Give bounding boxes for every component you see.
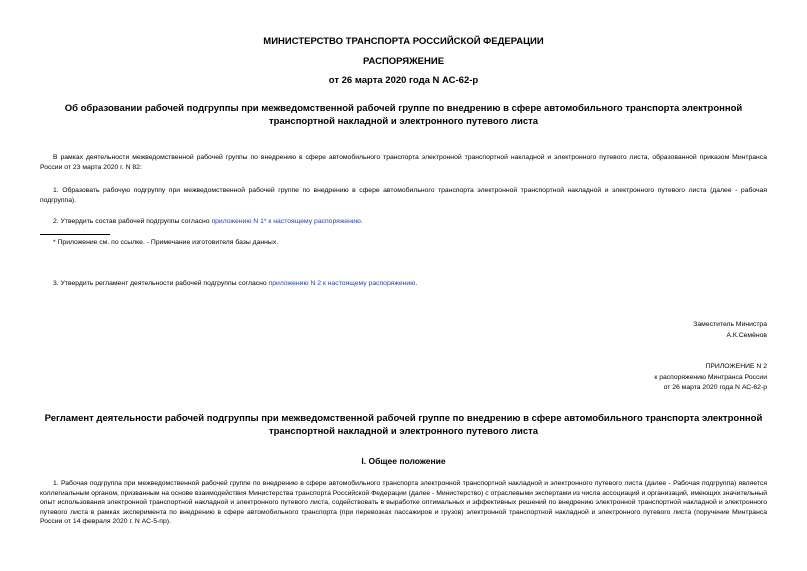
appendix-label: ПРИЛОЖЕНИЕ N 2 [705,363,767,370]
item-2-end: . [360,218,363,225]
preamble-paragraph: В рамках деятельности межведомственной рабочей группы по внедрению в сфере автомобильного транспорта электронной транспортной накладной и электронного путевого листа, образованной приказом Минтранса России от 23 марта 2020 г. N 82: [40,154,767,171]
item-3-end: . [415,280,418,287]
signature-position: Заместитель Министра [693,321,767,328]
item-1-paragraph: 1. Образовать рабочую подгруппу при межведомственной рабочей группе по внедрению в сфере автомобильного транспорта электронной транспортной накладной и электронного путевого листа (далее - рабочая подгруппа). [40,187,767,204]
appendix-1-link[interactable]: приложению N 1* к настоящему распоряжению [211,218,361,225]
item-2-text: 2. Утвердить состав рабочей подгруппы согласно [53,218,212,225]
document-title: Об образовании рабочей подгруппы при межведомственной рабочей группе по внедрению в сфере автомобильного транспорта электронной транспортной накладной и электронного путевого листа [64,103,743,127]
ministry-heading: МИНИСТЕРСТВО ТРАНСПОРТА РОССИЙСКОЙ ФЕДЕРАЦИИ [263,36,544,47]
appendix-ref-line-2: от 26 марта 2020 года N АС-62-р [663,384,767,391]
item-3-text: 3. Утвердить регламент деятельности рабочей подгруппы согласно [53,280,269,287]
appendix-ref-line-1: к распоряжению Минтранса России [654,374,767,381]
appendix-2-link[interactable]: приложению N 2 к настоящему распоряжению [268,280,416,287]
document-date-number: от 26 марта 2020 года N АС-62-р [328,75,479,86]
footnote-divider [40,234,110,235]
footnote: * Приложение см. по ссылке. - Примечание изготовителя базы данных. [53,239,279,246]
item-3-paragraph [53,279,767,289]
item-2-paragraph [53,217,767,227]
appendix-title: Регламент деятельности рабочей подгруппы при межведомственной рабочей группе по внедрению в сфере автомобильного транспорта электронной транспортной накладной и электронного путевого листа [44,413,763,437]
section-1-heading: I. Общее положение [361,456,446,466]
signature-name: А.К.Семёнов [726,332,767,339]
document-type: РАСПОРЯЖЕНИЕ [362,56,445,67]
appendix-paragraph-1: 1. Рабочая подгруппа при межведомственной рабочей группе по внедрению в сфере автомобильного транспорта электронной транспортной накладной и электронного путевого листа (далее - Рабочая подгруппа) является коллегиальным органом, призванным на основе взаимодействия Министерства транспорта Российской Федерации (далее - Министерство) с отраслевыми экспертами из числа ассоциаций и организаций, имеющих значительный опыт использования электронной транспортной накладной и электронного путевого листа, содействовать в выработке оптимальных и эффективных решений по внедрению электронной транспортной накладной и электронного путевого листа в рамках эксперимента по внедрению в сфере автомобильного транспорта (при перевозках пассажиров и грузов) электронной транспортной накладной и электронного путевого листа (поручение Минтранса России от 14 февраля 2020 г. N АС-5-пр). [40,480,767,525]
